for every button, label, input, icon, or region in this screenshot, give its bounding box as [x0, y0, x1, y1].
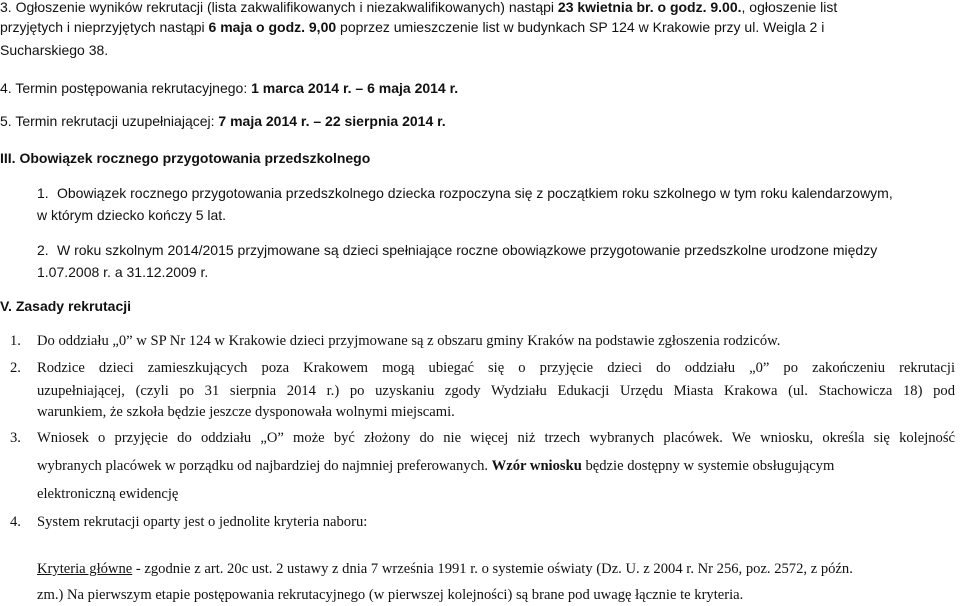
- paragraph-line: [37, 559, 955, 579]
- paragraph-line: Do oddziału „0” w SP Nr 124 w Krakowie dzieci przyjmowane są z obszaru gminy Kraków na podstawie zgłoszenia rodziców.: [37, 333, 781, 349]
- recruitment-period: [0, 78, 458, 98]
- section-heading-text: III. Obowiązek rocznego przygotowania przedszkolnego: [0, 150, 371, 166]
- form-template-label: Wzór wniosku: [491, 458, 582, 474]
- announcement-text-cont: poprzez umieszczenie list w budynkach SP 124 w Krakowie przy ul. Weigla 2 i: [336, 19, 825, 35]
- paragraph-line: elektroniczną ewidencję: [37, 486, 179, 502]
- paragraph-text: wybranych placówek w porządku od najbardziej do najmniej preferowanych.: [37, 458, 492, 474]
- list-number: 1.: [10, 333, 21, 349]
- list-number: 2.: [10, 360, 21, 376]
- paragraph-line: 1.07.2008 r. a 31.12.2009 r.: [37, 264, 209, 280]
- list-number: 4.: [10, 514, 21, 530]
- paragraph-line: w którym dziecko kończy 5 lat.: [37, 207, 227, 223]
- supplementary-period-label: 5. Termin rekrutacji uzupełniającej:: [0, 113, 219, 129]
- recruitment-period-dates: 1 marca 2014 r. – 6 maja 2014 r.: [251, 80, 459, 96]
- recruitment-period-label: 4. Termin postępowania rekrutacyjnego:: [0, 80, 252, 96]
- announcement-text-cont: , ogłoszenie list: [741, 0, 838, 15]
- paragraph-line: Obowiązek rocznego przygotowania przedszkolnego dziecka rozpoczyna się z początkiem roku szkolnego w tym roku kalendarzowym,: [57, 185, 893, 201]
- supplementary-period-dates: 7 maja 2014 r. – 22 sierpnia 2014 r.: [218, 113, 446, 129]
- announcement-line-1: [0, 0, 940, 17]
- paragraph-line: warunkiem, że szkoła będzie jeszcze dysponowała wolnymi miejscami.: [37, 404, 455, 420]
- announcement-text: 3. Ogłoszenie wyników rekrutacji (lista zakwalifikowanych i niezakwalifikowanych) nastąpi: [0, 0, 558, 15]
- section-heading-text: V. Zasady rekrutacji: [0, 298, 132, 314]
- section-heading: [0, 296, 131, 316]
- list-number: 2.: [37, 242, 49, 258]
- paragraph-line: System rekrutacji oparty jest o jednolite kryteria naboru:: [37, 514, 368, 530]
- paragraph-line: W roku szkolnym 2014/2015 przyjmowane są dzieci spełniające roczne obowiązkowe przygotowanie przedszkolne urodzone między: [57, 242, 878, 258]
- announcement-date: 6 maja o godz. 9,00: [208, 19, 337, 35]
- paragraph-line: zm.) Na pierwszym etapie postępowania rekrutacyjnego (w pierwszej kolejności) są brane pod uwagę łącznie te kryteria.: [37, 587, 744, 603]
- announcement-line-3: Sucharskiego 38.: [0, 42, 109, 58]
- paragraph-line: [37, 456, 955, 476]
- announcement-line-2: [0, 17, 824, 37]
- list-number: 3.: [10, 430, 21, 446]
- section-heading: [0, 148, 370, 168]
- paragraph-text: będzie dostępny w systemie obsługującym: [581, 458, 835, 474]
- criteria-text: - zgodnie z art. 20c ust. 2 ustawy z dnia 7 września 1991 r. o systemie oświaty (Dz. U. z 2004 r. Nr 256, poz. 2572, z późn.: [132, 561, 853, 577]
- criteria-label: Kryteria główne: [37, 561, 133, 577]
- list-number: 1.: [37, 185, 49, 201]
- paragraph-line: Wniosek o przyjęcie do oddziału „O” może być złożony do nie więcej niż trzech wybranych placówek. We wniosku, określa się kolejność: [37, 430, 955, 446]
- announcement-date: 23 kwietnia br. o godz. 9.00.: [557, 0, 742, 15]
- announcement-text: przyjętych i nieprzyjętych nastąpi: [0, 19, 209, 35]
- paragraph-line: Rodzice dzieci zamieszkujących poza Krakowem mogą ubiegać się o przyjęcie dzieci do oddziału „0” po zakończeniu rekrutacji: [37, 360, 955, 376]
- paragraph-line: uzupełniającej, (czyli po 31 sierpnia 2014 r.) po uzyskaniu zgody Wydziału Edukacji Urzędu Miasta Krakowa (ul. Stachowicza 18) pod: [37, 383, 955, 399]
- supplementary-period: [0, 111, 446, 131]
